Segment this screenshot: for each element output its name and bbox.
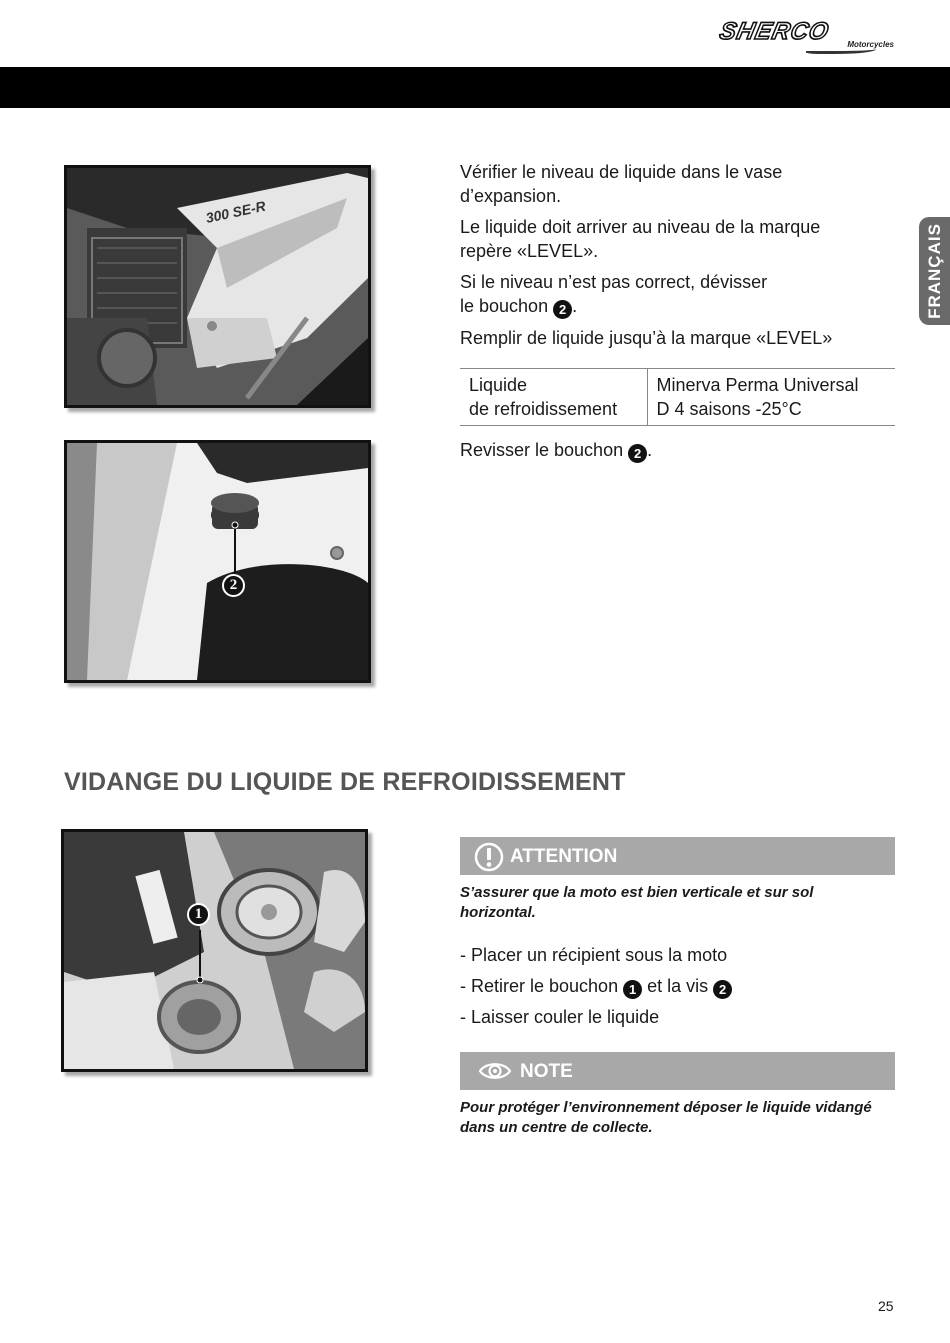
cell-text: Minerva Perma Universal (656, 375, 859, 395)
number-badge: 1 (623, 980, 642, 999)
exclamation-icon (474, 842, 504, 878)
attention-text: S’assurer que la moto est bien verticale et sur sol horizontal. (460, 884, 814, 921)
number-badge: 2 (628, 444, 647, 463)
number-badge: 2 (553, 300, 572, 319)
eye-icon (478, 1060, 512, 1088)
header-bar (0, 67, 950, 108)
brand-swoosh (806, 46, 876, 54)
brand-logo (717, 16, 900, 56)
instruction-paragraph: Vérifier le niveau de liquide dans le vase d’expansion. (460, 162, 783, 206)
language-tab (919, 217, 950, 325)
number-badge: 2 (713, 980, 732, 999)
attention-banner (460, 837, 895, 875)
attention-label: ATTENTION (510, 846, 618, 867)
callout-2: 2 (222, 574, 245, 597)
table-cell-label (460, 369, 647, 426)
note-banner (460, 1052, 895, 1090)
note-label: NOTE (520, 1061, 573, 1082)
instruction-paragraph: Le liquide doit arriver au niveau de la marque repère «LEVEL». (460, 217, 821, 261)
drain-steps (460, 940, 732, 1033)
instruction-text: Si le niveau n’est pas correct, dévisser (460, 272, 768, 292)
photo-expansion-tank-side (64, 165, 371, 408)
photo-illustration (64, 832, 365, 1069)
list-item (460, 971, 732, 1002)
cell-text: D 4 saisons -25°C (656, 399, 802, 419)
photo-radiator-cap-removed (61, 829, 368, 1072)
cell-text: de refroidissement (469, 399, 618, 419)
photo-illustration (67, 168, 368, 405)
photo-illustration (67, 443, 368, 680)
step-text: et la vis (647, 976, 709, 996)
callout-1: 1 (187, 903, 210, 926)
list-item: - Laisser couler le liquide (460, 1007, 660, 1027)
brand-wordmark: SHERCO (717, 18, 832, 45)
coolant-spec-table (460, 368, 895, 426)
instruction-paragraph: Remplir de liquide jusqu’à la marque «LEVEL» (460, 328, 833, 348)
step-text: - Retirer le bouchon (460, 976, 619, 996)
brand-subtitle: Motorcycles (847, 40, 894, 49)
section-title: VIDANGE DU LIQUIDE DE REFROIDISSEMENT (64, 768, 626, 796)
table-cell-value (647, 369, 895, 426)
rescrew-instruction: Revisser le bouchon 2 . (460, 440, 653, 461)
note-text: Pour protéger l’environnement déposer le liquide vidangé dans un centre de collecte. (460, 1099, 872, 1136)
level-check-instructions (460, 160, 870, 357)
instruction-text: Revisser le bouchon (460, 440, 624, 460)
language-tab-label: FRANÇAIS (924, 223, 944, 319)
photo-expansion-tank-cap (64, 440, 371, 683)
cell-text: Liquide (469, 375, 528, 395)
instruction-paragraph: Si le niveau n’est pas correct, dévisser le bouchon 2 . (460, 272, 768, 317)
bike-model-label: 300 SE-R (204, 197, 268, 226)
list-item: - Placer un récipient sous la moto (460, 945, 728, 965)
page-number: 25 (878, 1298, 894, 1314)
table-row (460, 369, 895, 426)
instruction-text: le bouchon (460, 296, 549, 316)
